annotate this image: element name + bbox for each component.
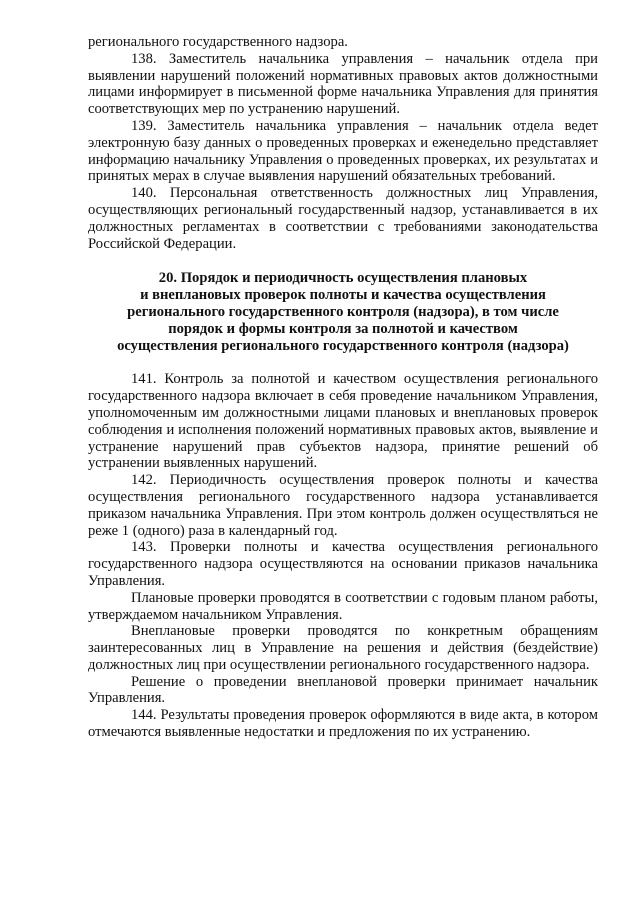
paragraph-142: 142. Периодичность осуществления проверок полноты и качества осуществления регионального государственного надзора устанавливается приказом начальника Управления. При этом контроль должен осуществляться не реже 1 (одного) раза в календарный год. — [88, 472, 598, 539]
paragraph-planned-checks: Плановые проверки проводятся в соответствии с годовым планом работы, утверждаемом начальником Управления. — [88, 589, 598, 623]
section-heading-20 — [88, 270, 598, 354]
heading-line: и внеплановых проверок полноты и качества осуществления — [140, 287, 546, 304]
paragraph-140: 140. Персональная ответственность должностных лиц Управления, осуществляющих региональный государственный надзор, устанавливается в их должностных регламентах в соответствии с требованиями законодательства Российской Федерации. — [88, 185, 598, 252]
paragraph-continuation: регионального государственного надзора. — [88, 34, 348, 50]
document-page — [88, 34, 598, 741]
paragraph-144: 144. Результаты проведения проверок оформляются в виде акта, в котором отмечаются выявленные недостатки и предложения по их устранению. — [88, 707, 598, 741]
heading-line: 20. Порядок и периодичность осуществления плановых — [158, 270, 528, 287]
heading-line: осуществления регионального государственного контроля (надзора) — [117, 337, 569, 354]
paragraph-139: 139. Заместитель начальника управления – начальник отдела ведет электронную базу данных о проведенных проверках и еженедельно представляет информацию начальнику Управления о проведенных проверках, их результатах и принятых мерах в случае выявления нарушений обязательных требований. — [88, 117, 598, 185]
paragraph-138: 138. Заместитель начальника управления – начальник отдела при выявлении нарушений положений нормативных правовых актов должностными лицами информирует в письменной форме начальника Управления для принятия соответствующих мер по устранению нарушений. — [88, 50, 598, 118]
paragraph-141: 141. Контроль за полнотой и качеством осуществления регионального государственного надзора включает в себя проведение начальником Управления, уполномоченным им должностными лицами плановых и внеплановых проверок соблюдения и исполнения положений нормативных правовых актов, выявление и устранение нарушений прав субъектов надзора, принятие решений об устранении выявленных нарушений. — [88, 371, 598, 472]
paragraph-143: 143. Проверки полноты и качества осуществления регионального государственного надзора осуществляются на основании приказов начальника Управления. — [88, 539, 598, 589]
heading-line: порядок и формы контроля за полнотой и качеством — [168, 320, 518, 337]
paragraph-unscheduled-checks: Внеплановые проверки проводятся по конкретным обращениям заинтересованных лиц в Управление на решения и действия (бездействие) должностных лиц при осуществлении регионального государственного надзора. — [88, 623, 598, 673]
paragraph-decision: Решение о проведении внеплановой проверки принимает начальник Управления. — [88, 673, 598, 707]
heading-line: регионального государственного контроля (надзора), в том числе — [127, 303, 559, 320]
